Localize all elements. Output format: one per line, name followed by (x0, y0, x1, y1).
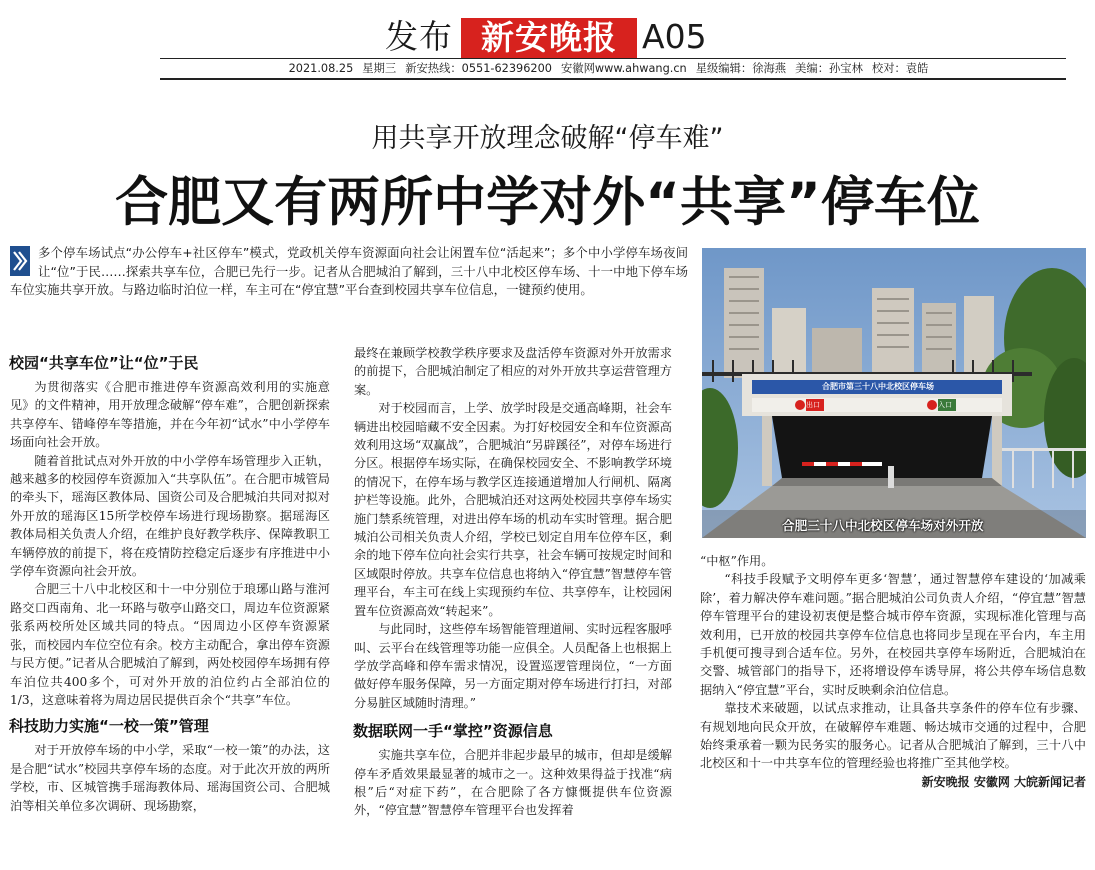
article-column-3 (700, 552, 1086, 791)
masthead (0, 16, 1095, 58)
section-2-paragraph-1: 对于开放停车场的中小学，采取“一校一策”的办法，这是合肥“试水”校园共享停车场的态度。对于此次开放的两所学校，市、区城管携手瑶海教体局、瑶海国资公司、合肥城泊等相关单位多次调研、现场勘察， (10, 743, 330, 813)
section-3-title: 数据联网一手“掌控”资源信息 (353, 722, 553, 741)
lead-text: 多个停车场试点“办公停车+社区停车”模式，党政机关停车资源面向社会让闲置车位“活起来”；多个中小学停车场夜间让“位”于民……探索共享车位，合肥已先行一步。记者从合肥城泊了解到，三十八中北校区停车场、十一中地下停车场车位实施共享开放。与路边临时泊位一样，车主可在“停宜慧”平台查到校园共享车位信息，一键预约使用。 (10, 245, 688, 297)
photo-exit-sign: 出口 (806, 401, 820, 409)
section-2-paragraph-2: 对于校园而言，上学、放学时段是交通高峰期，社会车辆进出校园暗藏不安全因素。为打好校园安全和车位资源高效利用这场“双赢战”，合肥城泊“另辟蹊径”，对停车场进行分区。根据停车场实际，在确保校园安全、不影响教学环境的情况下，在停车场与教学区连接通道增加人行闸机、隔离护栏等设施。此外，合肥城泊还对这两处校园共享停车场实施门禁系统管理，对进出停车场的机动车实时管理。据合肥城泊公司相关负责人介绍，学校已划定自用车位停车区，剩余的地下停车位向社会实行共享，社会车辆可按规定时间和区域限时停放。共享车位信息也将纳入“停宜慧”智慧停车管理平台，车主可在线上实现预约车位、共享停车，让校园闲置车位资源高效“转起来”。 (354, 401, 672, 618)
section-2-title: 科技助力实施“一校一策”管理 (9, 717, 209, 736)
article-kicker: 用共享开放理念破解“停车难” (371, 123, 724, 154)
issue-weekday: 星期三 (362, 62, 397, 75)
section-3-paragraph-3-text: 靠技术来破题，以试点求推动，让具备共享条件的停车位有步骤、有规划地向民众开放，在破解停车难题、畅达城市交通的过程中，合肥始终秉承着一颗为民务实的服务心。记者从合肥城泊了解到，三十八中北校区和十一中共享车位的管理经验也将推广至其他学校。 (700, 701, 1086, 771)
hotline: 新安热线：0551-62396200 (405, 62, 552, 75)
article-column-1 (10, 352, 330, 815)
section-name: 发布 (385, 17, 453, 56)
proofreader: 校对：袁皓 (871, 62, 929, 75)
page-number: A05 (642, 17, 707, 56)
section-1-paragraph-1: 为贯彻落实《合肥市推进停车资源高效利用的实施意见》的文件精神，用开放理念破解“停车难”，合肥创新探索共享停车、错峰停车等措施，并在今年初“试水”中小学停车场面向社会开放。 (10, 380, 330, 450)
section-3-paragraph-1-continued: “中枢”作用。 (700, 554, 774, 568)
newspaper-logo (461, 18, 637, 58)
designer: 美编：孙宝林 (795, 62, 863, 75)
issue-date: 2021.08.25 (288, 62, 354, 75)
article-headline: 合肥又有两所中学对外“共享”停车位 (115, 172, 980, 233)
website: 安徽网www.ahwang.cn (561, 62, 687, 75)
article-photo (702, 248, 1086, 538)
newspaper-name: 新安晚报 (481, 18, 617, 57)
article-column-2 (354, 344, 672, 820)
masthead-rule-top (160, 58, 1066, 59)
masthead-rule-bottom (160, 78, 1066, 80)
photo-entry-sign: 入口 (938, 401, 952, 409)
article-byline: 新安晚报 安徽网 大皖新闻记者 (921, 774, 1086, 789)
section-1-title: 校园“共享车位”让“位”于民 (9, 354, 199, 372)
section-3-paragraph-2: “科技手段赋予文明停车更多‘智慧’，通过智慧停车建设的‘加减乘除’，着力解决停车难问题。”据合肥城泊公司负责人介绍，“停宜慧”智慧停车管理平台的建设初衷便是整合城市停车资源，实现标准化管理与高效利用，已开放的校园共享停车位信息也将同步呈现在平台内，车主用手机便可搜寻到合适车位。另外，在校园共享停车场附近，合肥城泊在交警、城管部门的指导下，还将增设停车诱导屏，将公共停车场信息数据纳入“停宜慧”平台，实时反映剩余泊位信息。 (700, 572, 1086, 697)
section-1-paragraph-2: 随着首批试点对外开放的中小学停车场管理步入正轨，越来越多的校园停车资源加入“共享队伍”。在合肥市城管局的牵头下，瑶海区教体局、国资公司及合肥城泊共同对拟对外开放的瑶海区15所学校停车场进行现场勘察。据瑶海区教体局相关负责人介绍，在维护良好教学秩序、保障教职工车辆停放的前提下，将在疫情防控稳定后逐步有序推进中小学停车资源向社会开放。 (10, 453, 330, 579)
chief-editor: 星级编辑：徐海燕 (695, 62, 787, 75)
issue-info-bar (160, 60, 1066, 77)
section-2-paragraph-3: 与此同时，这些停车场智能管理道闸、实时远程客服呼叫、云平台在线管理等功能一应俱全。人员配备上也根据上学放学高峰和停车需求情况，设置巡逻管理岗位，“一方面做好停车服务保障，另一方面定期对停车场进行打扫，对部分易脏区域随时清理。” (354, 622, 672, 710)
photo-caption: 合肥三十八中北校区停车场对外开放 (782, 518, 984, 533)
section-3-paragraph-1: 实施共享车位，合肥并非起步最早的城市，但却是缓解停车矛盾效果最显著的城市之一。这种效果得益于找准“病根”后“对症下药”，在合肥除了各方慷慨提供车位资源外，“停宜慧”智慧停车管理平台也发挥着 (354, 748, 672, 818)
article-lead (10, 244, 688, 300)
section-1-paragraph-3: 合肥三十八中北校区和十一中分别位于琅琊山路与淮河路交口西南角、北一环路与敬亭山路交口，周边车位资源紧张系两校所处区域共同的特点。“因周边小区停车资源紧张，而校园内车位空位有余。校方主动配合，拿出停车资源与民方便。”记者从合肥城泊了解到，两处校园停车场拥有停车泊位共400多个，可对外开放的泊位约占全部泊位的1/3，这意味着将为周边居民提供百余个“共享”车位。 (10, 582, 330, 707)
section-3-paragraph-3 (700, 699, 1086, 789)
section-2-paragraph-1-continued: 最终在兼顾学校教学秩序要求及盘活停车资源对外开放需求的前提下，合肥城泊制定了相应的对外开放共享运营管理方案。 (354, 346, 672, 397)
photo-sign-text: 合肥市第三十八中北校区停车场 (822, 382, 934, 391)
